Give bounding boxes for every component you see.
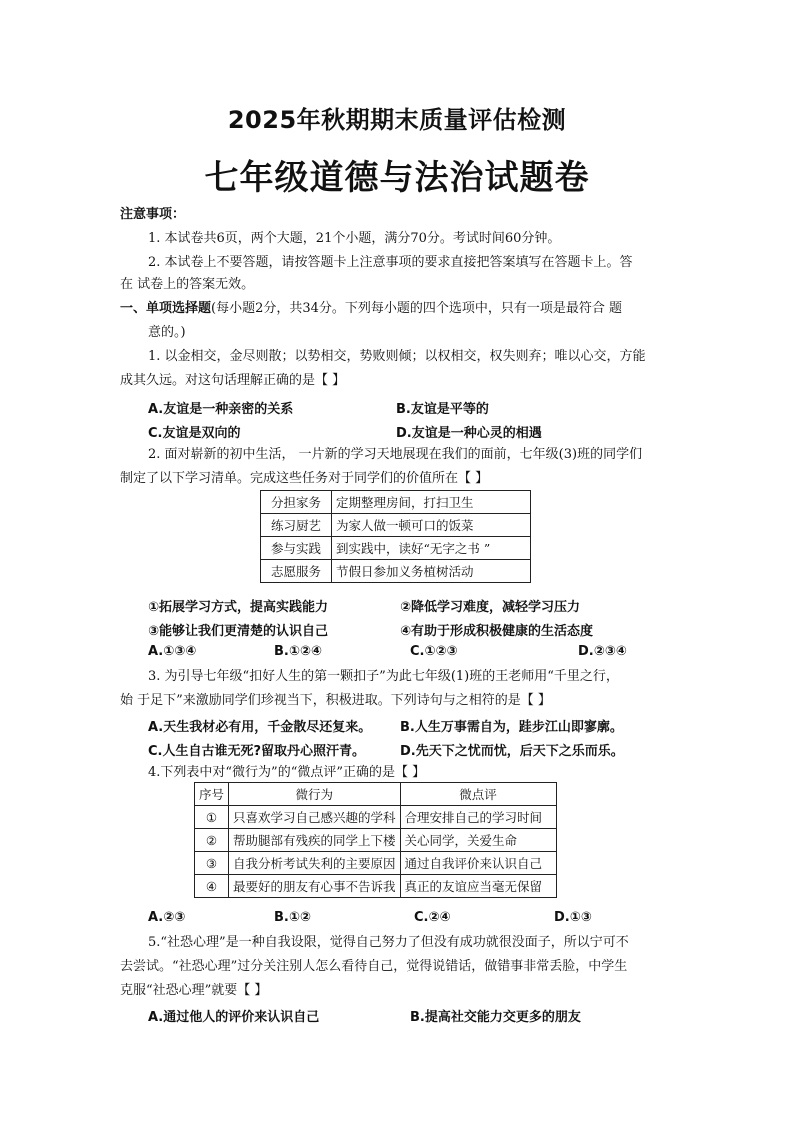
q3-stem: 3. 为引导七年级“扣好人生的第一颗扣子”为此七年级(1)班的王老师用“千里之行， bbox=[148, 669, 619, 684]
q2-statement-2: ②降低学习难度，减轻学习压力 bbox=[400, 600, 581, 615]
exam-title: 2025年秋期期末质量评估检测 bbox=[227, 106, 567, 134]
section-1-heading: 一、单项选择题 bbox=[120, 301, 212, 316]
table-row bbox=[261, 514, 531, 537]
q5-stem: 5.“社恐心理”是一种自我设限，觉得自己努力了但没有成功就很没面子，所以宁可不 bbox=[148, 935, 629, 950]
notes-item-2-cont: 在 试卷上的答案无效。 bbox=[120, 277, 255, 292]
table-cell: 真正的友谊应当毫无保留 bbox=[400, 875, 556, 898]
q1-option-b: B.友谊是平等的 bbox=[396, 402, 489, 417]
q4-option-d: D.①③ bbox=[554, 910, 592, 925]
section-1-desc-cont: 意的。) bbox=[148, 325, 186, 340]
q4-option-c: C.②④ bbox=[414, 910, 451, 925]
table-cell: 为家人做一顿可口的饭菜 bbox=[332, 514, 531, 537]
table-cell: ④ bbox=[195, 875, 229, 898]
table-row bbox=[195, 852, 557, 875]
table-cell: 帮助腿部有残疾的同学上下楼 bbox=[229, 829, 401, 852]
table-row bbox=[195, 875, 557, 898]
q4-option-a: A.②③ bbox=[148, 910, 186, 925]
table-row bbox=[195, 829, 557, 852]
q2-option-a: A.①③④ bbox=[148, 644, 197, 659]
q4-table bbox=[194, 782, 557, 898]
table-header-row bbox=[195, 783, 557, 806]
table-row bbox=[261, 491, 531, 514]
q4-option-b: B.①② bbox=[274, 910, 311, 925]
notes-heading: 注意事项： bbox=[120, 207, 186, 222]
q2-statement-1: ①拓展学习方式，提高实践能力 bbox=[148, 600, 329, 615]
table-cell: 定期整理房间，打扫卫生 bbox=[332, 491, 531, 514]
q1-option-a: A.友谊是一种亲密的关系 bbox=[148, 402, 294, 417]
table-cell: 志愿服务 bbox=[261, 560, 332, 583]
notes-item-2: 2. 本试卷上不要答题，请按答题卡上注意事项的要求直接把答案填写在答题卡上。答 bbox=[148, 255, 633, 270]
q5-stem-cont-2: 克服“社恐心理”就要【 】 bbox=[120, 983, 268, 998]
table-row bbox=[261, 537, 531, 560]
q3-option-c: C.人生自古谁无死?留取丹心照汗青。 bbox=[148, 744, 366, 759]
q2-option-c: C.①②③ bbox=[410, 644, 458, 659]
table-cell: 参与实践 bbox=[261, 537, 332, 560]
q1-option-c: C.友谊是双向的 bbox=[148, 426, 241, 441]
q2-option-d: D.②③④ bbox=[578, 644, 627, 659]
q1-stem-cont: 成其久远。对这句话理解正确的是【 】 bbox=[120, 373, 346, 388]
q2-statement-4: ④有助于形成积极健康的生活态度 bbox=[400, 624, 594, 639]
q1-option-d: D.友谊是一种心灵的相遇 bbox=[396, 426, 542, 441]
table-cell: 节假日参加义务植树活动 bbox=[332, 560, 531, 583]
column-header: 微点评 bbox=[400, 783, 556, 806]
table-cell: 关心同学，关爱生命 bbox=[400, 829, 556, 852]
table-cell: ② bbox=[195, 829, 229, 852]
table-cell: 分担家务 bbox=[261, 491, 332, 514]
q5-option-b: B.提高社交能力交更多的朋友 bbox=[410, 1010, 581, 1025]
table-cell: 最要好的朋友有心事不告诉我 bbox=[229, 875, 401, 898]
q3-option-d: D.先天下之忧而忧，后天下之乐而乐。 bbox=[400, 744, 624, 759]
q3-option-a: A.天生我材必有用，千金散尽还复来。 bbox=[148, 720, 372, 735]
table-cell: ① bbox=[195, 806, 229, 829]
column-header: 微行为 bbox=[229, 783, 401, 806]
table-cell: 自我分析考试失利的主要原因 bbox=[229, 852, 401, 875]
q1-stem: 1. 以金相交，金尽则散；以势相交，势败则倾；以权相交，权失则弃；唯以心交，方能 bbox=[148, 349, 646, 364]
q2-option-b: B.①②④ bbox=[274, 644, 322, 659]
q5-stem-cont: 去尝试。“社恐心理”过分关注别人怎么看待自己，觉得说错话，做错事非常丢脸，中学生 bbox=[120, 959, 628, 974]
column-header: 序号 bbox=[195, 783, 229, 806]
section-1-intro bbox=[120, 300, 622, 318]
table-row bbox=[261, 560, 531, 583]
q2-stem-cont: 制定了以下学习清单。完成这些任务对于同学们的价值所在【 】 bbox=[120, 471, 489, 486]
table-cell: 通过自我评价来认识自己 bbox=[400, 852, 556, 875]
section-1-desc: (每小题2分，共34分。下列每小题的四个选项中，只有一项是最符合 题 bbox=[211, 301, 623, 316]
q4-stem: 4.下列表中对“微行为”的“微点评”正确的是【 】 bbox=[148, 765, 426, 780]
table-cell: 合理安排自己的学习时间 bbox=[400, 806, 556, 829]
table-cell: 到实践中，读好“无字之书 ” bbox=[332, 537, 531, 560]
q2-statement-3: ③能够让我们更清楚的认识自己 bbox=[148, 624, 329, 639]
table-row bbox=[195, 806, 557, 829]
table-cell: 练习厨艺 bbox=[261, 514, 332, 537]
q3-stem-cont: 始 于足下”来激励同学们珍视当下，积极进取。下列诗句与之相符的是【 】 bbox=[120, 693, 551, 708]
q2-stem: 2. 面对崭新的初中生活， 一片新的学习天地展现在我们的面前，七年级(3)班的同学们 bbox=[148, 447, 643, 462]
exam-subtitle: 七年级道德与法治试题卷 bbox=[204, 158, 590, 198]
q3-option-b: B.人生万事需自为，跬步江山即寥廓。 bbox=[400, 720, 623, 735]
table-cell: ③ bbox=[195, 852, 229, 875]
q5-option-a: A.通过他人的评价来认识自己 bbox=[148, 1010, 320, 1025]
notes-item-1: 1. 本试卷共6页，两个大题，21个小题，满分70分。考试时间60分钟。 bbox=[148, 231, 561, 246]
q2-task-table bbox=[260, 490, 531, 583]
table-cell: 只喜欢学习自己感兴趣的学科 bbox=[229, 806, 401, 829]
